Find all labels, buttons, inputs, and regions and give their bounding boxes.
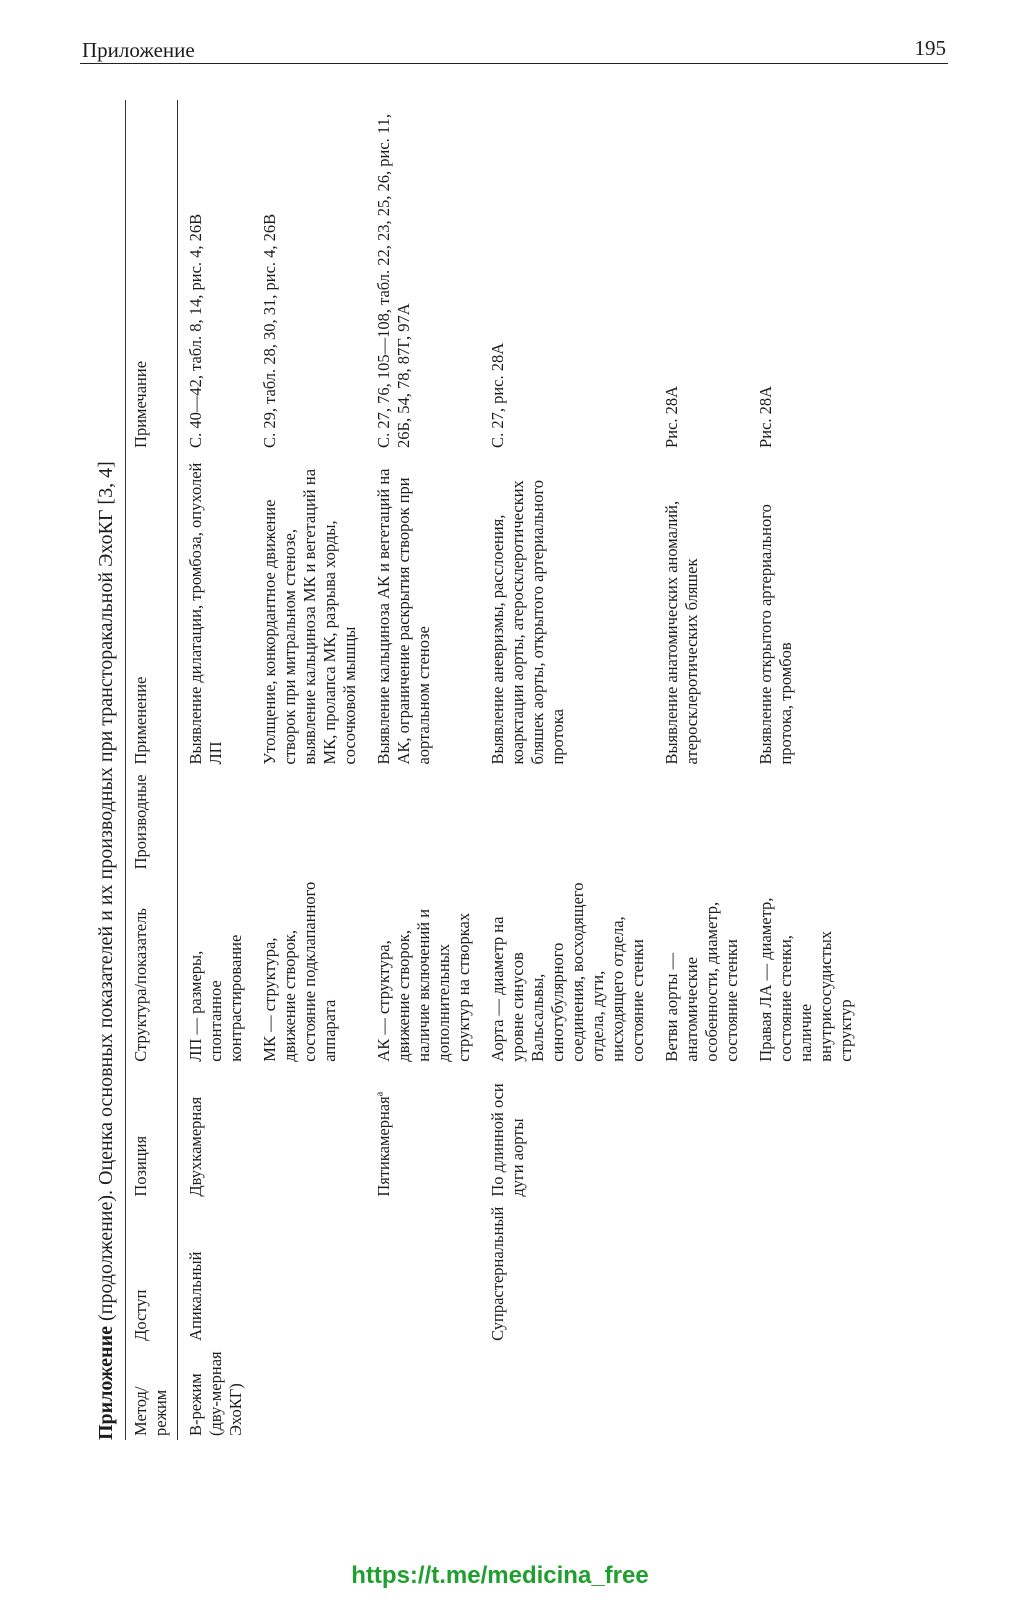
cell-method (256, 1345, 370, 1440)
position-text: Пятикамерная (374, 1096, 393, 1197)
cell-method: В-режим (дву-мерная ЭхоКГ) (186, 1351, 245, 1436)
cell-position (256, 1066, 370, 1201)
cell-application: Выявление анатомических аномалий, атеросклеротических бляшек (662, 500, 701, 765)
cell-derived (752, 769, 866, 874)
cell-derived (178, 769, 257, 874)
echo-table (125, 100, 866, 1440)
column-header: Структура/показатель (126, 873, 178, 1065)
table-row (752, 100, 866, 1440)
cell-application: Утолщение, конкордантное движение створок при митральном стенозе, выявление кальциноза МК и вегетаций на МК, пролапса МК, разрыва хорды, сосочковой мышцы (260, 468, 359, 765)
cell-position (370, 1066, 484, 1201)
cell-position (178, 1066, 257, 1201)
cell-note: Рис. 28А (662, 385, 681, 448)
rotated-table-block (95, 100, 945, 1440)
cell-position (752, 1066, 866, 1201)
cell-derived (658, 769, 752, 874)
cell-structure: Ветви аорты — анатомические особенности, диаметр, состояние стенки (662, 901, 741, 1062)
table-header-row (126, 100, 178, 1440)
table-row (256, 100, 370, 1440)
column-header: Применение (126, 452, 178, 769)
cell-structure: Правая ЛА — диаметр, состояние стенки, наличие внутрисосудистых структур (756, 897, 855, 1062)
cell-note: С. 29, табл. 28, 30, 31, рис. 4, 26В (260, 213, 279, 448)
cell-derived (256, 769, 370, 874)
cell-structure: ЛП — размеры, спонтанное контрастирование (186, 934, 245, 1062)
table-caption (95, 100, 123, 1440)
running-title: Приложение (82, 38, 195, 62)
cell-structure: АК — структура, движение створок, наличие включений и дополнительных структур на створках (374, 908, 473, 1062)
cell-method (484, 1345, 658, 1440)
cell-method (658, 1345, 752, 1440)
table-row (178, 100, 257, 1440)
cell-application: Выявление открытого артериального протока, тромбов (756, 504, 795, 765)
cell-application: Выявление кальциноза АК и вегетаций на АК, ограничение раскрытия створок при аортальном стенозе (374, 468, 433, 765)
cell-structure: МК — структура, движение створок, состояние подклапанного аппарата (260, 881, 339, 1062)
cell-position (484, 1066, 658, 1201)
cell-structure: Аорта — диаметр на уровне синусов Вальсальвы, синотубулярного соединения, восходящего отдела, дуги, нисходящего отдела, состояние стенки (488, 882, 647, 1062)
cell-derived (370, 769, 484, 874)
cell-method (752, 1345, 866, 1440)
position-text: Двухкамерная (186, 1096, 205, 1197)
page-number: 195 (914, 36, 946, 60)
cell-note: С. 27, рис. 28А (488, 342, 507, 448)
column-header: Позиция (126, 1066, 178, 1201)
cell-access: Апикальный (186, 1251, 205, 1341)
table-caption-text: (продолжение). Оценка основных показателей и их производных при трансторакальной ЭхоКГ [3, 4] (95, 461, 117, 1327)
cell-access: Супрастернальный (488, 1206, 507, 1341)
table-row (658, 100, 752, 1440)
table-caption-bold: Приложение (95, 1326, 117, 1440)
page-header (80, 38, 948, 64)
cell-application: Выявление аневризмы, расслоения, коарктации аорты, атеросклеротических бляшек аорты, открытого артериального протока (488, 479, 567, 765)
cell-note: С. 27, 76, 105—108, табл. 22, 23, 25, 26, рис. 11, 26Б, 54, 78, 87Г, 97А (374, 114, 413, 448)
column-header: Доступ (126, 1201, 178, 1345)
table-row (484, 100, 658, 1440)
column-header: Примечание (126, 100, 178, 452)
position-footnote: а (374, 1091, 386, 1097)
cell-note: Рис. 28А (756, 385, 775, 448)
column-header: Производные (126, 769, 178, 874)
table-row (370, 100, 484, 1440)
cell-position (658, 1066, 752, 1201)
cell-access (752, 1201, 866, 1345)
cell-application: Выявление дилатации, тромбоза, опухолей ЛП (186, 462, 225, 765)
cell-derived (484, 769, 658, 874)
cell-note: С. 40—42, табл. 8, 14, рис. 4, 26В (186, 213, 205, 448)
cell-access (658, 1201, 752, 1345)
cell-method (370, 1345, 484, 1440)
cell-access (370, 1201, 484, 1345)
position-text: По длинной оси дуги аорты (488, 1083, 527, 1197)
column-header: Метод/режим (126, 1345, 178, 1440)
cell-access (256, 1201, 370, 1345)
telegram-link[interactable]: https://t.me/medicina_free (351, 1562, 649, 1589)
